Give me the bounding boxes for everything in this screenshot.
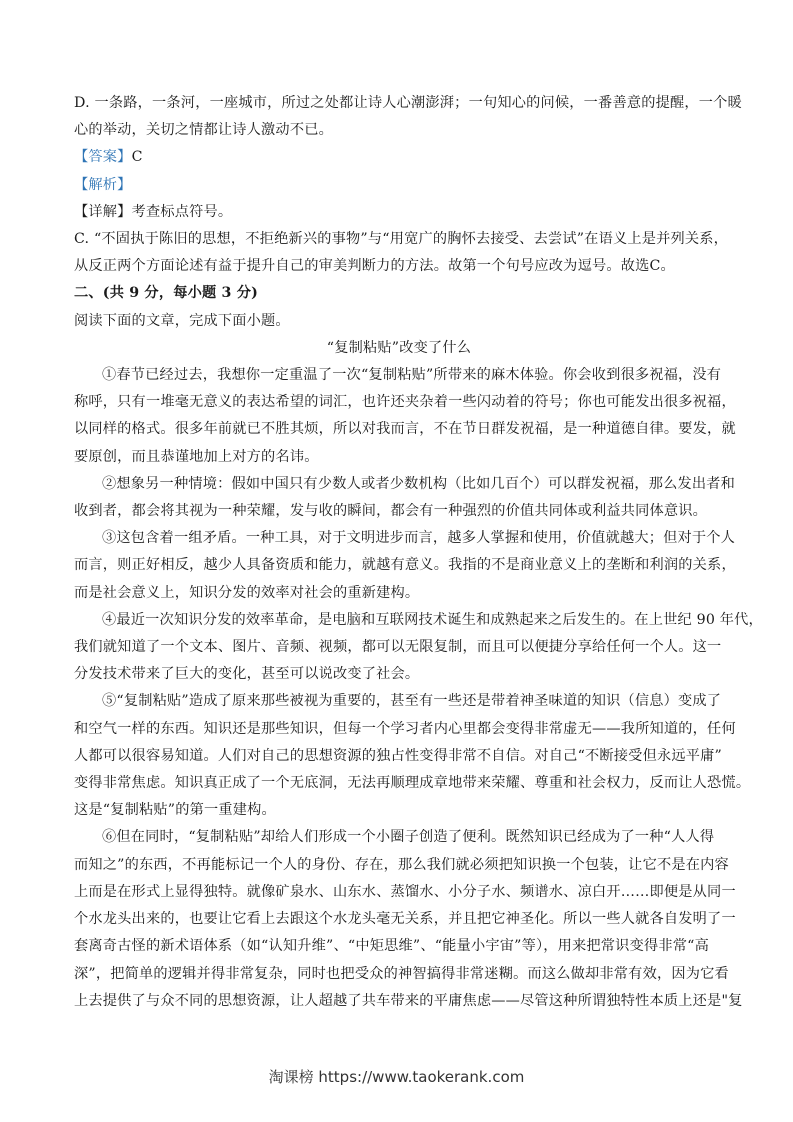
paragraph-4-line-1: ④最近一次知识分发的效率革命，是电脑和互联网技术诞生和成熟起来之后发生的。在上世纪 90 年代，	[102, 611, 763, 628]
paragraph-4-line-3: 分发技术带来了巨大的变化，甚至可以说改变了社会。	[74, 666, 420, 683]
paragraph-1-line-3: 以同样的格式。很多年前就已不胜其烦，所以对我而言，不在节日群发祝福，是一种道德自律。要发，就	[74, 421, 736, 438]
paragraph-6-line-4: 个水龙头出来的，也要让它看上去跟这个水龙头毫无关系，并且把它神圣化。所以一些人就各自发明了一	[74, 911, 736, 928]
paragraph-5-line-3: 人都可以很容易知道。人们对自己的思想资源的独占性变得非常不自信。对自己“不断接受但永远平庸”	[74, 747, 722, 764]
paragraph-1-line-4: 要原创，而且恭谨地加上对方的名讳。	[74, 448, 319, 465]
paragraph-5-line-4: 变得非常焦虑。知识真正成了一个无底洞，无法再顺理成章地带来荣耀、尊重和社会权力，反而让人恐慌。	[74, 775, 751, 792]
paragraph-1-line-2: 称呼，只有一堆毫无意义的表达希望的词汇，也许还夹杂着一些闪动着的符号；你也可能发出很多祝福，	[74, 394, 736, 411]
article-title: “复制粘贴”改变了什么	[326, 339, 472, 356]
paragraph-6-line-5: 套离奇古怪的新术语体系（如“认知升维”、“中矩思维”、“能量小宇宙”等），用来把常识变得非常“高	[74, 938, 709, 955]
option-d-line-1: D. 一条路，一条河，一座城市，所过之处都让诗人心潮澎湃；一句知心的问候，一番善意的提醒，一个暖	[74, 95, 742, 111]
paragraph-4-line-2: 我们就知道了一个文本、图片、音频、视频，都可以无限复制，而且可以便捷分享给任何一个人。这一	[74, 639, 722, 656]
paragraph-6-line-1: ⑥但在同时，“复制粘贴”却给人们形成一个小圈子创造了便利。既然知识已经成为了一种“人人得	[102, 829, 715, 846]
answer-value: C	[131, 149, 143, 166]
paragraph-6-line-7: 上去提供了与众不同的思想资源，让人超越了共车带来的平庸焦虑——尽管这种所谓独特性本质上还是"复	[74, 992, 743, 1009]
detail-line: 【详解】考查标点符号。	[74, 203, 233, 220]
analysis-label: 【解析】	[74, 176, 132, 193]
option-d-line-2: 心的举动，关切之情都让诗人激动不已。	[74, 122, 333, 139]
paragraph-5-line-5: 这是“复制粘贴”的第一重建构。	[74, 802, 276, 819]
section-heading: 二、(共 9 分，每小题 3 分)	[74, 285, 259, 302]
paragraph-1-line-1: ①春节已经过去，我想你一定重温了一次“复制粘贴”所带来的麻木体验。你会收到很多祝福，没有	[102, 367, 722, 384]
paragraph-3-line-1: ③这包含着一组矛盾。一种工具，对于文明进步而言，越多人掌握和使用，价值就越大；但对于个人	[102, 530, 736, 547]
paragraph-2-line-2: 收到者，都会将其视为一种荣耀，发与收的瞬间，都会有一种强烈的价值共同体或利益共同体意识。	[74, 503, 708, 520]
paragraph-5-line-2: 和空气一样的东西。知识还是那些知识，但每一个学习者内心里都会变得非常虚无——我所知道的，任何	[74, 720, 736, 737]
paragraph-5-line-1: ⑤“复制粘贴”造成了原来那些被视为重要的，甚至有一些还是带着神圣味道的知识（信息）变成了	[102, 693, 722, 710]
paragraph-6-line-6: 深”，把简单的逻辑并得非常复杂，同时也把受众的神智搞得非常迷糊。而这么做却非常有效，因为它看	[74, 965, 729, 982]
footer-watermark: 淘课榜 https://www.taokerank.com	[268, 1068, 525, 1086]
paragraph-3-line-3: 而是社会意义上，知识分发的效率对社会的重新建构。	[74, 584, 420, 601]
paragraph-2-line-1: ②想象另一种情境：假如中国只有少数人或者少数机构（比如几百个）可以群发祝福，那么发出者和	[102, 475, 736, 492]
answer-line	[74, 144, 724, 171]
instruction-line: 阅读下面的文章，完成下面小题。	[74, 312, 290, 329]
paragraph-6-line-2: 而知之”的东西，不再能标记一个人的身份、存在，那么我们就必须把知识换一个包装，让它不是在内容	[74, 856, 729, 873]
document-body	[74, 90, 763, 1015]
paragraph-3-line-2: 而言，则正好相反，越少人具备资质和能力，就越有意义。我指的不是商业意义上的垄断和利润的关系，	[74, 557, 736, 574]
explanation-line-2: 从反正两个方面论述有益于提升自己的审美判断力的方法。故第一个句号应改为逗号。故选C。	[74, 258, 675, 275]
paragraph-6-line-3: 上而是在形式上显得独特。就像矿泉水、山东水、蒸馏水、小分子水、频谱水、凉白开……即便是从同一	[74, 883, 736, 900]
explanation-line-1: C. “不固执于陈旧的思想，不拒绝新兴的事物”与“用宽广的胸怀去接受、去尝试”在语义上是并列关系，	[74, 231, 729, 248]
answer-label: 【答案】	[74, 149, 132, 166]
